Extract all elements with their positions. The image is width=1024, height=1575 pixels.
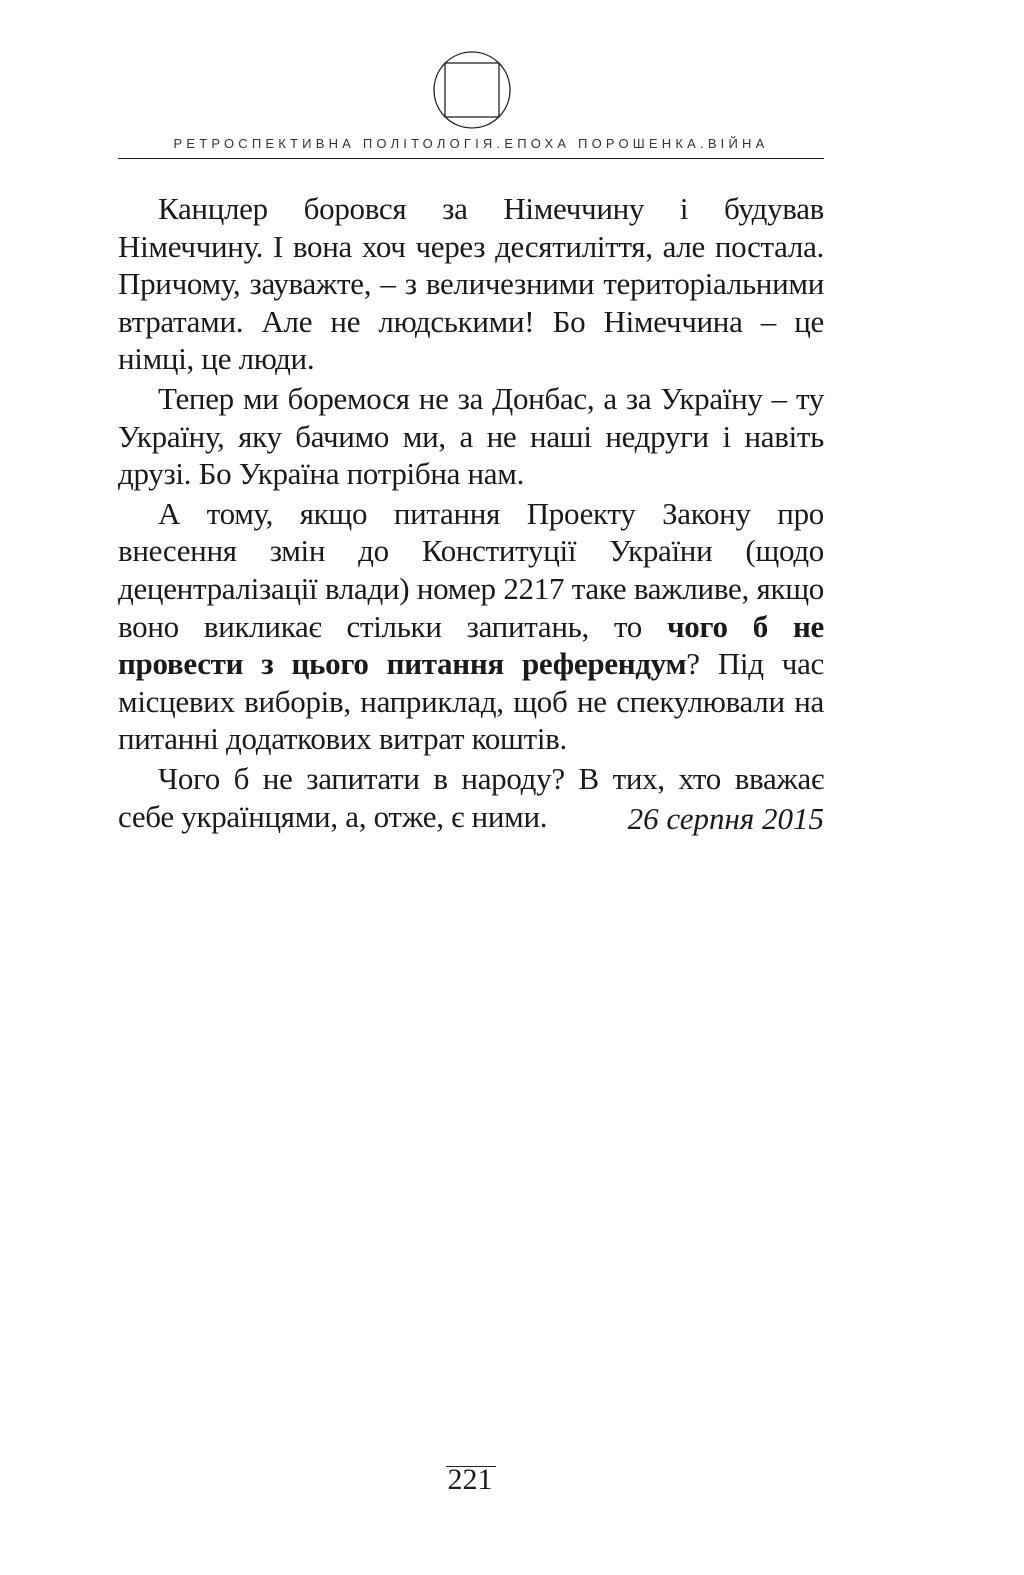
header-divider	[118, 158, 824, 159]
paragraph-3-text-start: А тому, якщо питання Проекту Закону про внесення змін до Конституції України (щодо децентралізації влади) номер 2217 таке важливе, якщо воно викликає стільки запитань, то	[118, 495, 824, 644]
dateline: 26 серпня 2015	[627, 801, 824, 836]
paragraph-3-text-end: ? Під час місцевих виборів, наприклад, щоб не спекулювали на питанні додаткових витрат коштів.	[118, 646, 824, 757]
running-head-title: РЕТРОСПЕКТИВНА ПОЛІТОЛОГІЯ.ЕПОХА ПОРОШЕНКА.ВІЙНА	[173, 136, 769, 151]
page-number: 221	[447, 1463, 493, 1496]
paragraph-2: Тепер ми боремося не за Донбас, а за Україну – ту Україну, яку бачимо ми, а не наші недруги і навіть друзі. Бо Україна потрібна нам.	[118, 380, 824, 492]
article-body	[118, 190, 824, 835]
paragraph-3	[118, 495, 824, 758]
circle-square-emblem-icon	[432, 50, 512, 130]
paragraph-4: Чого б не запитати в народу? В тих, хто вважає себе українцями, а, отже, є ними.	[118, 760, 824, 834]
paragraph-1: Канцлер боровся за Німеччину і будував Німеччину. І вона хоч через десятиліття, але постала. Причому, зауважте, – з величезними територіальними втратами. Але не людськими! Бо Німеччина – це німці, це люди.	[118, 191, 824, 377]
paragraph-3-bold-emphasis: чого б не провести з цього питання референдум	[118, 608, 824, 682]
